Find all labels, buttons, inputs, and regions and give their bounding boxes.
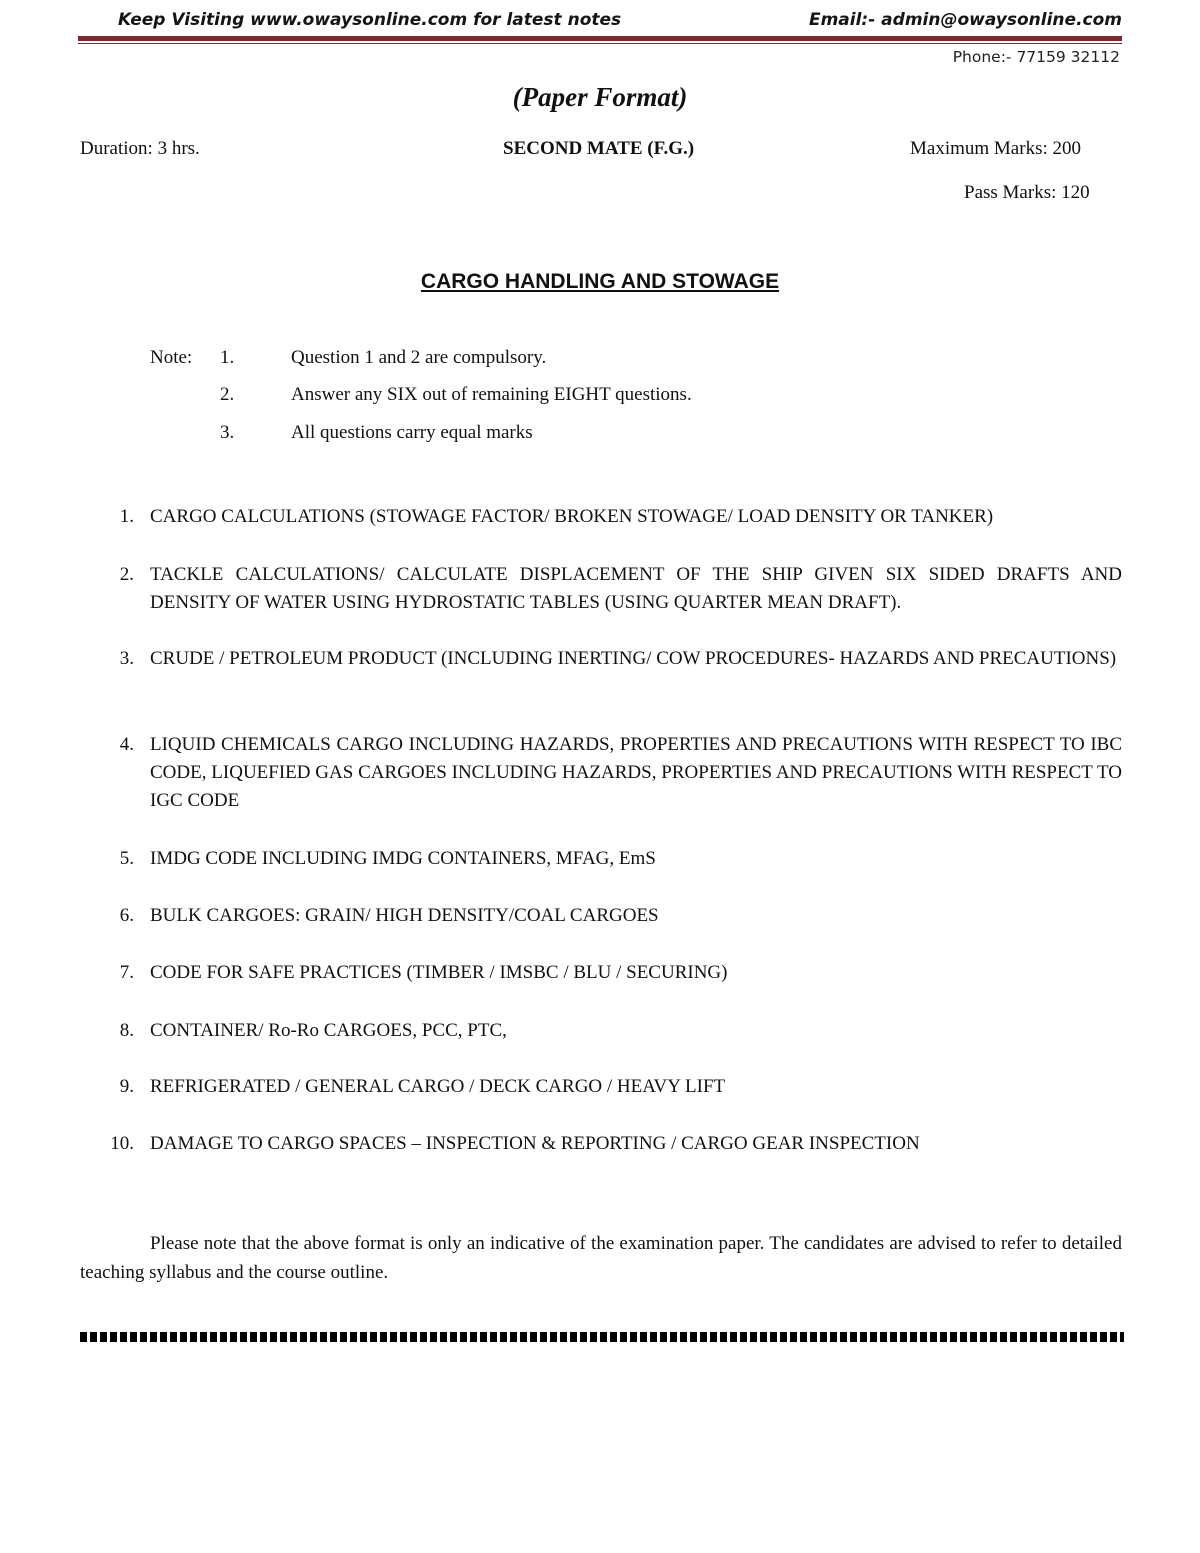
- note-item-number: 1.: [220, 347, 235, 368]
- syllabus-item-number: 2.: [119, 564, 134, 585]
- grade-text: SECOND MATE (F.G.): [503, 138, 695, 159]
- syllabus-item-number: 6.: [119, 905, 134, 926]
- syllabus-item-number: 5.: [119, 848, 134, 869]
- header-rule-thick: [78, 36, 1122, 41]
- dotted-divider: [80, 1332, 1124, 1342]
- note-item-text: Question 1 and 2 are compulsory.: [291, 347, 547, 368]
- syllabus-item-number: 9.: [119, 1076, 134, 1097]
- syllabus-item: [80, 645, 1122, 673]
- syllabus-item-number: 8.: [119, 1020, 134, 1041]
- pass-marks-text: Pass Marks: 120: [964, 182, 1090, 203]
- syllabus-item: [80, 561, 1122, 617]
- paper-format-title: (Paper Format): [512, 82, 688, 112]
- header-rule-thin: [78, 43, 1122, 44]
- duration-text: Duration: 3 hrs.: [80, 138, 200, 159]
- syllabus-item-text: LIQUID CHEMICALS CARGO INCLUDING HAZARDS, PROPERTIES AND PRECAUTIONS WITH RESPECT TO IBC CODE, LIQUEFIED GAS CARGOES INCLUDING HAZARDS, PROPERTIES AND PRECAUTIONS WITH RESPECT TO IGC CODE: [150, 734, 1122, 811]
- syllabus-item: [80, 959, 1122, 987]
- syllabus-item: [80, 731, 1122, 815]
- header-email-text: Email:- admin@owaysonline.com: [808, 10, 1122, 30]
- syllabus-item-number: 1.: [119, 506, 134, 527]
- syllabus-item: [80, 1017, 1122, 1045]
- max-marks-text: Maximum Marks: 200: [910, 138, 1081, 159]
- syllabus-item-text: DAMAGE TO CARGO SPACES – INSPECTION & REPORTING / CARGO GEAR INSPECTION: [150, 1133, 920, 1154]
- syllabus-item-text: CRUDE / PETROLEUM PRODUCT (INCLUDING INERTING/ COW PROCEDURES- HAZARDS AND PRECAUTIONS): [150, 648, 1117, 669]
- note-item-text: Answer any SIX out of remaining EIGHT questions.: [291, 384, 692, 405]
- syllabus-item: [80, 1073, 1122, 1101]
- syllabus-item: [80, 503, 1122, 531]
- syllabus-item-text: BULK CARGOES: GRAIN/ HIGH DENSITY/COAL CARGOES: [150, 905, 659, 926]
- syllabus-item-text: CONTAINER/ Ro-Ro CARGOES, PCC, PTC,: [150, 1020, 507, 1041]
- note-item-number: 3.: [220, 422, 235, 443]
- closing-note: Please note that the above format is only an indicative of the examination paper. The candidates are advised to refer to detailed teaching syllabus and the course outline.: [80, 1233, 1122, 1283]
- syllabus-item-number: 10.: [110, 1133, 134, 1154]
- syllabus-item-text: CARGO CALCULATIONS (STOWAGE FACTOR/ BROKEN STOWAGE/ LOAD DENSITY OR TANKER): [150, 506, 994, 527]
- header-website-text: Keep Visiting www.owaysonline.com for latest notes: [118, 10, 622, 30]
- syllabus-item-text: REFRIGERATED / GENERAL CARGO / DECK CARGO / HEAVY LIFT: [150, 1076, 726, 1097]
- note-item-text: All questions carry equal marks: [291, 422, 533, 443]
- syllabus-item-number: 4.: [119, 734, 134, 755]
- header-phone-text: Phone:- 77159 32112: [952, 48, 1120, 66]
- note-label: Note:: [150, 347, 193, 368]
- syllabus-item: [80, 902, 1122, 930]
- syllabus-item-number: 7.: [119, 962, 134, 983]
- syllabus-item-text: TACKLE CALCULATIONS/ CALCULATE DISPLACEMENT OF THE SHIP GIVEN SIX SIDED DRAFTS AND DENSITY OF WATER USING HYDROSTATIC TABLES (USING QUARTER MEAN DRAFT).: [150, 564, 1122, 613]
- subject-title: CARGO HANDLING AND STOWAGE: [420, 270, 780, 293]
- page-header: [78, 8, 1122, 36]
- note-item-number: 2.: [220, 384, 235, 405]
- syllabus-item-text: CODE FOR SAFE PRACTICES (TIMBER / IMSBC / BLU / SECURING): [150, 962, 728, 983]
- syllabus-item-text: IMDG CODE INCLUDING IMDG CONTAINERS, MFAG, EmS: [150, 848, 656, 869]
- syllabus-item-number: 3.: [119, 648, 134, 669]
- syllabus-item: [80, 1130, 1122, 1158]
- syllabus-item: [80, 845, 1122, 873]
